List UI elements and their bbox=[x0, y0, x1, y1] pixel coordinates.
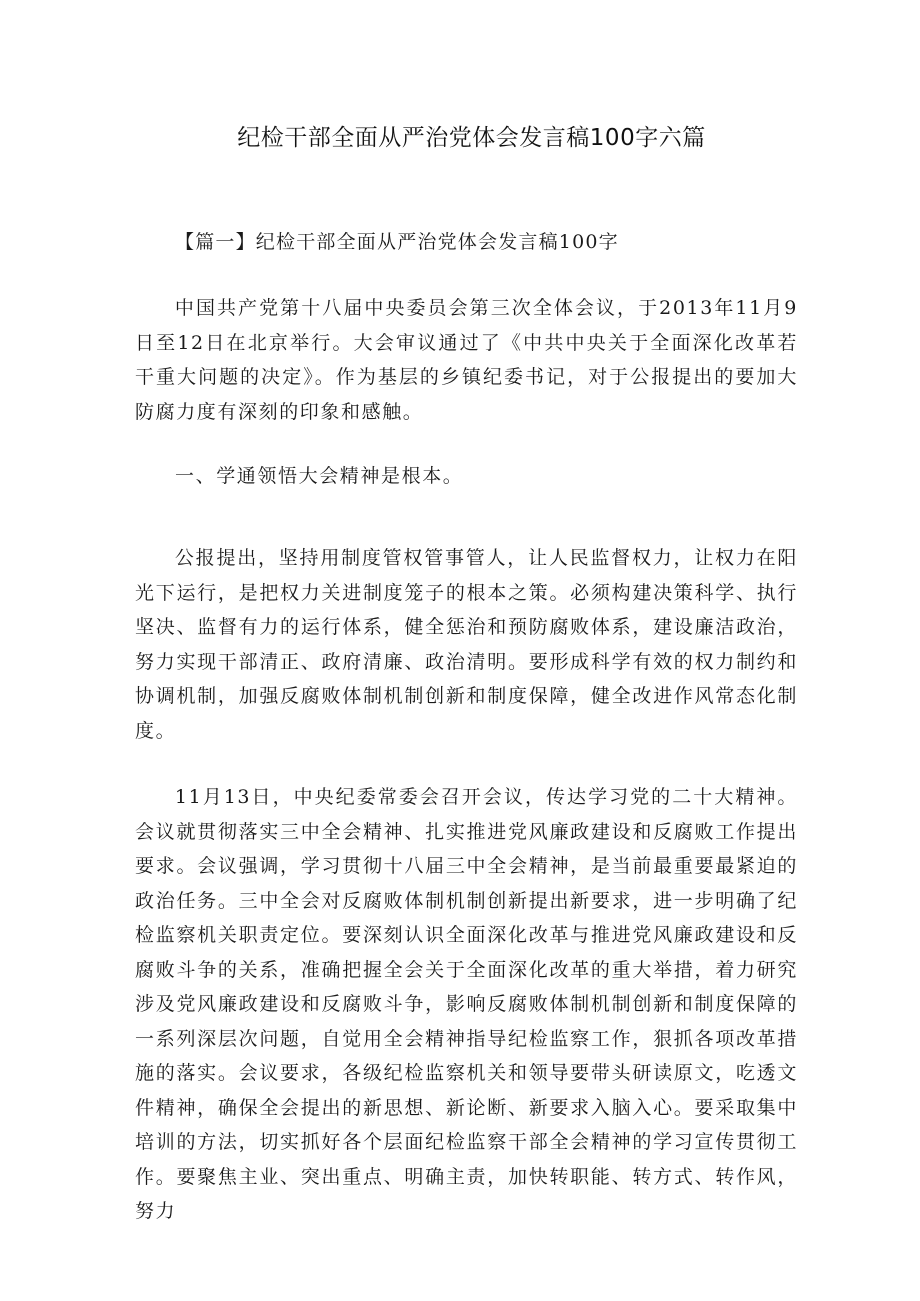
paragraph-communique: 公报提出，坚持用制度管权管事管人，让人民监督权力，让权力在阳光下运行，是把权力关进制度笼子的根本之策。必须构建决策科学、执行坚决、监督有力的运行体系，健全惩治和预防腐败体系，建设廉洁政治，努力实现干部清正、政府清廉、政治清明。要形成科学有效的权力制约和协调机制，加强反腐败体制机制创新和制度保障，健全改进作风常态化制度。 bbox=[135, 547, 798, 742]
document-title: 纪检干部全面从严治党体会发言稿100字六篇 bbox=[237, 125, 706, 151]
sub-heading-one: 一、学通领悟大会精神是根本。 bbox=[175, 465, 464, 487]
paragraph-meeting: 11月13日，中央纪委常委会召开会议，传达学习党的二十大精神。会议就贯彻落实三中全会精神、扎实推进党风廉政建设和反腐败工作提出要求。会议强调，学习贯彻十八届三中全会精神，是当前最重要最紧迫的政治任务。三中全会对反腐败体制机制创新提出新要求，进一步明确了纪检监察机关职责定位。要深刻认识全面深化改革与推进党风廉政建设和反腐败斗争的关系，准确把握全会关于全面深化改革的重大举措，着力研究涉及党风廉政建设和反腐败斗争，影响反腐败体制机制创新和制度保障的一系列深层次问题，自觉用全会精神指导纪检监察工作，狠抓各项改革措施的落实。会议要求，各级纪检监察机关和领导要带头研读原文，吃透文件精神，确保全会提出的新思想、新论断、新要求入脑入心。要采取集中培训的方法，切实抓好各个层面纪检监察干部全会精神的学习宣传贯彻工作。要聚焦主业、突出重点、明确主责，加快转职能、转方式、转作风，努力 bbox=[135, 786, 798, 1222]
paragraph-intro: 中国共产党第十八届中央委员会第三次全体会议，于2013年11月9日至12日在北京举行。大会审议通过了《中共中央关于全面深化改革若干重大问题的决定》。作为基层的乡镇纪委书记，对于公报提出的要加大防腐力度有深刻的印象和感触。 bbox=[135, 297, 798, 423]
section-heading: 【篇一】纪检干部全面从严治党体会发言稿100字 bbox=[175, 231, 619, 253]
